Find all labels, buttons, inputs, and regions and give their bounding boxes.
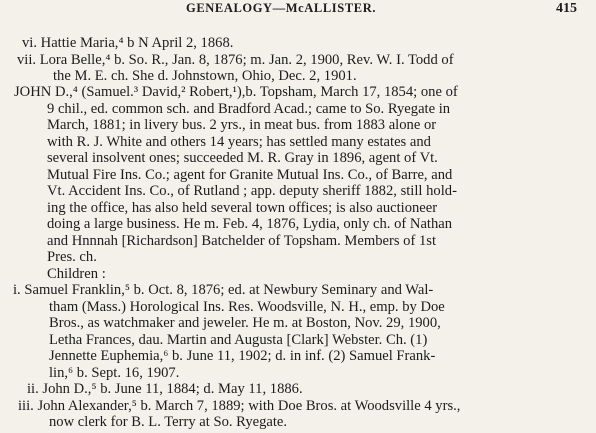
text-line: Vt. Accident Ins. Co., of Rutland ; app. deputy sheriff 1882, still hold- (47, 183, 457, 200)
text-line: Pres. ch. (47, 249, 97, 266)
text-line: now clerk for B. L. Terry at So. Ryegate. (49, 414, 288, 430)
text-line: vi. Hattie Maria,⁴ b N April 2, 1868. (22, 35, 234, 51)
running-header (0, 0, 596, 20)
text-line: and Hnnnah [Richardson] Batchelder of Topsham. Members of 1st (47, 232, 436, 249)
text-line: the M. E. ch. She d. Johnstown, Ohio, Dec. 2, 1901. (53, 68, 357, 84)
text-line: March, 1881; in livery bus. 2 yrs., in meat bus. from 1883 alone or (47, 117, 437, 134)
text-line: ii. John D.,⁵ b. June 11, 1884; d. May 11, 1886. (27, 381, 303, 397)
text-line: Jennette Euphemia,⁶ b. June 11, 1902; d. in inf. (2) Samuel Frank- (49, 348, 436, 365)
text-line: Letha Frances, dau. Martin and Augusta [Clark] Webster. Ch. (1) (49, 331, 428, 348)
text-line: Mutual Fire Ins. Co.; agent for Granite Mutual Ins. Co., of Barre, and (47, 166, 453, 183)
text-line: i. Samuel Franklin,⁵ b. Oct. 8, 1876; ed. at Newbury Seminary and Wal- (13, 282, 434, 299)
text-line: 9 chil., ed. common sch. and Bradford Acad.; came to So. Ryegate in (47, 100, 451, 117)
text-line: vii. Lora Belle,⁴ b. So. R., Jan. 8, 1876; m. Jan. 2, 1900, Rev. W. I. Todd of (17, 51, 454, 68)
text-line: Bros., as watchmaker and jeweler. He m. at Boston, Nov. 29, 1900, (49, 315, 441, 332)
page-number: 415 (556, 1, 577, 16)
text-line: with R. J. White and others 14 years; has settled many estates and (47, 133, 431, 150)
text-line: JOHN D.,⁴ (Samuel.³ David,² Robert,¹),b. Topsham, March 17, 1854; one of (14, 84, 458, 101)
text-line: tham (Mass.) Horological Ins. Res. Woodsville, N. H., emp. by Doe (49, 298, 445, 315)
text-line: doing a large business. He m. Feb. 4, 1876, Lydia, only ch. of Nathan (47, 216, 453, 233)
text-line: several insolvent ones; succeeded M. R. Gray in 1896, agent of Vt. (47, 150, 438, 167)
text-line: iii. John Alexander,⁵ b. March 7, 1889; with Doe Bros. at Woodsville 4 yrs., (18, 397, 461, 414)
text-line: ing the office, has also held several town offices; is also auctioneer (47, 199, 438, 216)
children-heading: Children : (47, 265, 106, 282)
text-line: lin,⁶ b. Sept. 16, 1907. (49, 364, 180, 381)
running-title: GENEALOGY—McALLISTER. (186, 1, 377, 15)
